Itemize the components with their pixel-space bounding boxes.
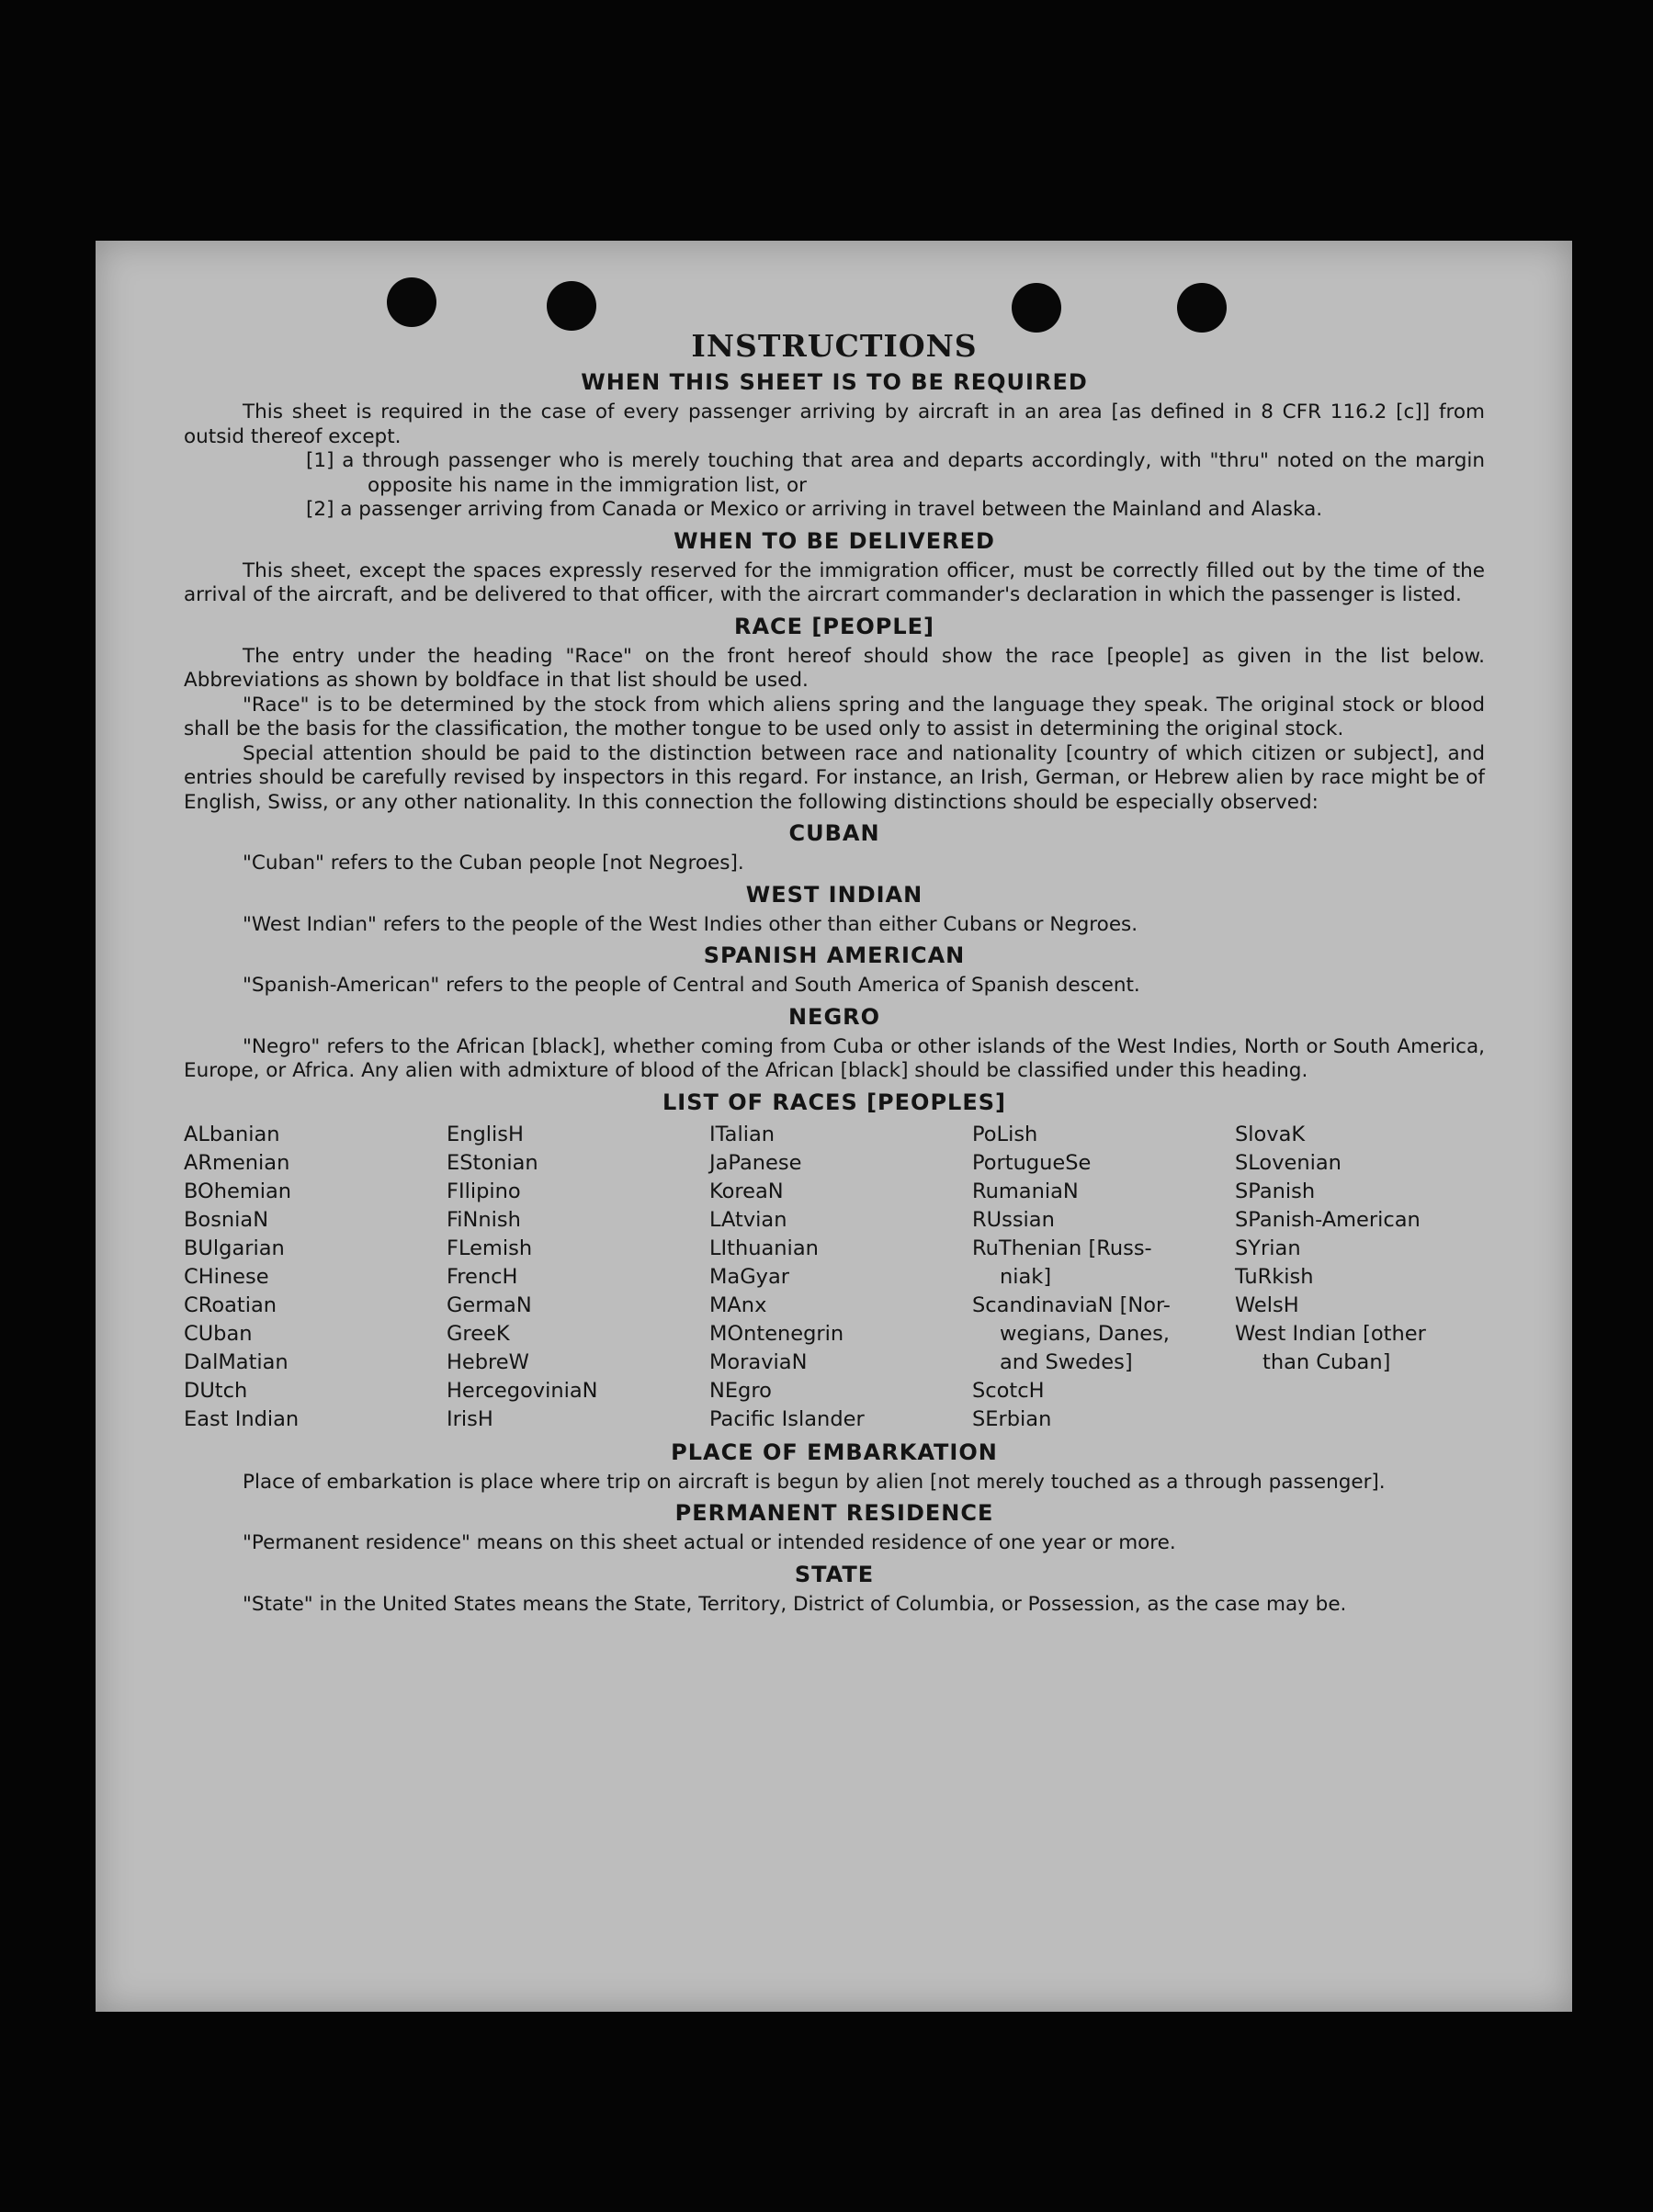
race-entry: West Indian [other bbox=[1235, 1321, 1426, 1346]
race-entry: SLovenian bbox=[1235, 1150, 1342, 1175]
paragraph: "Spanish-American" refers to the people of Central and South America of Spanish descent. bbox=[243, 974, 1140, 997]
race-entry: IrisH bbox=[447, 1406, 493, 1431]
paragraph: "West Indian" refers to the people of the West Indies other than either Cubans or Negroes. bbox=[243, 912, 1138, 936]
paragraph: "Cuban" refers to the Cuban people [not Negroes]. bbox=[243, 852, 744, 875]
race-entry: EnglisH bbox=[447, 1122, 524, 1146]
race-entry: RUssian bbox=[972, 1207, 1055, 1232]
list-item: [1] a through passenger who is merely touching that area and departs accordingly, with "thru" noted on the margin opposite his name in the immigration list, or bbox=[306, 449, 1485, 497]
list-item: [2] a passenger arriving from Canada or Mexico or arriving in travel between the Mainland and Alaska. bbox=[306, 498, 1323, 521]
race-entry: PoLish bbox=[972, 1122, 1038, 1146]
race-entry: FIlipino bbox=[447, 1179, 521, 1203]
paragraph: "Negro" refers to the African [black], whether coming from Cuba or other islands of the West Indies, North or South America, Europe, or Africa. Any alien with admixture of blood of the African [black] should be classified under this heading. bbox=[184, 1034, 1485, 1082]
race-entry: CRoatian bbox=[184, 1292, 277, 1317]
race-entry: FiNnish bbox=[447, 1207, 521, 1232]
paragraph: "Race" is to be determined by the stock from which aliens spring and the language they speak. The original stock or blood shall be the basis for the classification, the mother tongue to be used only to assist in determining the original stock. bbox=[184, 693, 1485, 740]
race-entry: BUlgarian bbox=[184, 1236, 285, 1260]
section-heading: PLACE OF EMBARKATION bbox=[671, 1439, 998, 1465]
race-entry: MaGyar bbox=[709, 1264, 789, 1289]
race-entry: GreeK bbox=[447, 1321, 510, 1346]
race-entry: ScotcH bbox=[972, 1378, 1045, 1403]
section-heading: WHEN TO BE DELIVERED bbox=[674, 527, 995, 554]
race-entry: East Indian bbox=[184, 1406, 300, 1431]
paragraph: The entry under the heading "Race" on the front hereof should show the race [people] as given in the list below. Abbreviations as shown by boldface in that list should be used. bbox=[184, 644, 1485, 692]
race-entry: WelsH bbox=[1235, 1292, 1299, 1317]
section-heading: WEST INDIAN bbox=[745, 881, 923, 908]
section-heading: RACE [PEOPLE] bbox=[733, 613, 935, 639]
race-entry: LIthuanian bbox=[709, 1236, 819, 1260]
race-entry: HebreW bbox=[447, 1349, 529, 1374]
race-entry: HercegoviniaN bbox=[447, 1378, 598, 1403]
section-heading: CUBAN bbox=[788, 820, 880, 846]
page-title: INSTRUCTIONS bbox=[691, 328, 978, 364]
race-entry: MOntenegrin bbox=[709, 1321, 844, 1346]
race-entry: PortugueSe bbox=[972, 1150, 1092, 1175]
race-entry: GermaN bbox=[447, 1292, 532, 1317]
race-entry: RumaniaN bbox=[972, 1179, 1079, 1203]
race-entry: CUban bbox=[184, 1321, 253, 1346]
race-entry: ALbanian bbox=[184, 1122, 280, 1146]
race-entry: SlovaK bbox=[1235, 1122, 1306, 1146]
paragraph: "Permanent residence" means on this sheet actual or intended residence of one year or more. bbox=[243, 1531, 1176, 1554]
section-heading: STATE bbox=[794, 1561, 875, 1587]
race-entry: BosniaN bbox=[184, 1207, 269, 1232]
section-heading: WHEN THIS SHEET IS TO BE REQUIRED bbox=[581, 369, 1088, 395]
race-entry: ITalian bbox=[709, 1122, 775, 1146]
instructions-body bbox=[184, 328, 1485, 1617]
race-entry: DUtch bbox=[184, 1378, 248, 1403]
punch-hole bbox=[387, 277, 436, 327]
race-entry: niak] bbox=[1000, 1264, 1052, 1289]
punch-hole bbox=[547, 281, 596, 331]
paragraph: "State" in the United States means the State, Territory, District of Columbia, or Possession, as the case may be. bbox=[243, 1592, 1347, 1616]
paragraph: This sheet, except the spaces expressly reserved for the immigration officer, must be correctly filled out by the time of the arrival of the aircraft, and be delivered to that officer, with the aircrart commander's declaration in which the passenger is listed. bbox=[184, 559, 1485, 606]
paragraph: This sheet is required in the case of every passenger arriving by aircraft in an area [as defined in 8 CFR 116.2 [c]] from outsid thereof except. bbox=[184, 401, 1485, 448]
race-entry: ARmenian bbox=[184, 1150, 290, 1175]
race-entry: SYrian bbox=[1235, 1236, 1301, 1260]
races-column bbox=[447, 1121, 709, 1434]
race-entry: NEgro bbox=[709, 1378, 772, 1403]
race-entry: KoreaN bbox=[709, 1179, 784, 1203]
race-entry: BOhemian bbox=[184, 1179, 292, 1203]
race-entry: RuThenian [Russ- bbox=[972, 1236, 1152, 1260]
race-entry: CHinese bbox=[184, 1264, 269, 1289]
race-entry: wegians, Danes, bbox=[1000, 1321, 1170, 1346]
race-entry: than Cuban] bbox=[1262, 1349, 1391, 1374]
race-entry: TuRkish bbox=[1235, 1264, 1314, 1289]
section-heading: SPANISH AMERICAN bbox=[703, 942, 966, 968]
races-column bbox=[1235, 1121, 1485, 1434]
race-entry: MAnx bbox=[709, 1292, 767, 1317]
races-column bbox=[709, 1121, 972, 1434]
section-heading: LIST OF RACES [PEOPLES] bbox=[662, 1089, 1006, 1115]
race-entry: EStonian bbox=[447, 1150, 538, 1175]
punch-hole bbox=[1012, 283, 1061, 333]
race-entry: FrencH bbox=[447, 1264, 518, 1289]
paragraph: Special attention should be paid to the distinction between race and nationality [country of which citizen or subject], and entries should be carefully revised by inspectors in this regard. For instance, an Irish, German, or Hebrew alien by race might be of English, Swiss, or any other nationality. In this connection the following distinctions should be especially observed: bbox=[184, 741, 1485, 814]
race-entry: Pacific Islander bbox=[709, 1406, 865, 1431]
race-entry: ScandinaviaN [Nor- bbox=[972, 1292, 1171, 1317]
race-entry: DalMatian bbox=[184, 1349, 289, 1374]
document-page bbox=[96, 241, 1572, 2012]
race-entry: JaPanese bbox=[709, 1150, 802, 1175]
race-entry: MoraviaN bbox=[709, 1349, 808, 1374]
race-entry: and Swedes] bbox=[1000, 1349, 1133, 1374]
paragraph: Place of embarkation is place where trip on aircraft is begun by alien [not merely touched as a through passenger]. bbox=[243, 1470, 1386, 1494]
section-heading: PERMANENT RESIDENCE bbox=[674, 1500, 994, 1526]
races-list bbox=[184, 1121, 1485, 1434]
section-heading: NEGRO bbox=[787, 1003, 881, 1030]
races-column bbox=[184, 1121, 447, 1434]
race-entry: LAtvian bbox=[709, 1207, 787, 1232]
race-entry: FLemish bbox=[447, 1236, 533, 1260]
race-entry: SPanish-American bbox=[1235, 1207, 1421, 1232]
race-entry: SErbian bbox=[972, 1406, 1052, 1431]
races-column bbox=[972, 1121, 1235, 1434]
punch-hole bbox=[1177, 283, 1227, 333]
race-entry: SPanish bbox=[1235, 1179, 1316, 1203]
